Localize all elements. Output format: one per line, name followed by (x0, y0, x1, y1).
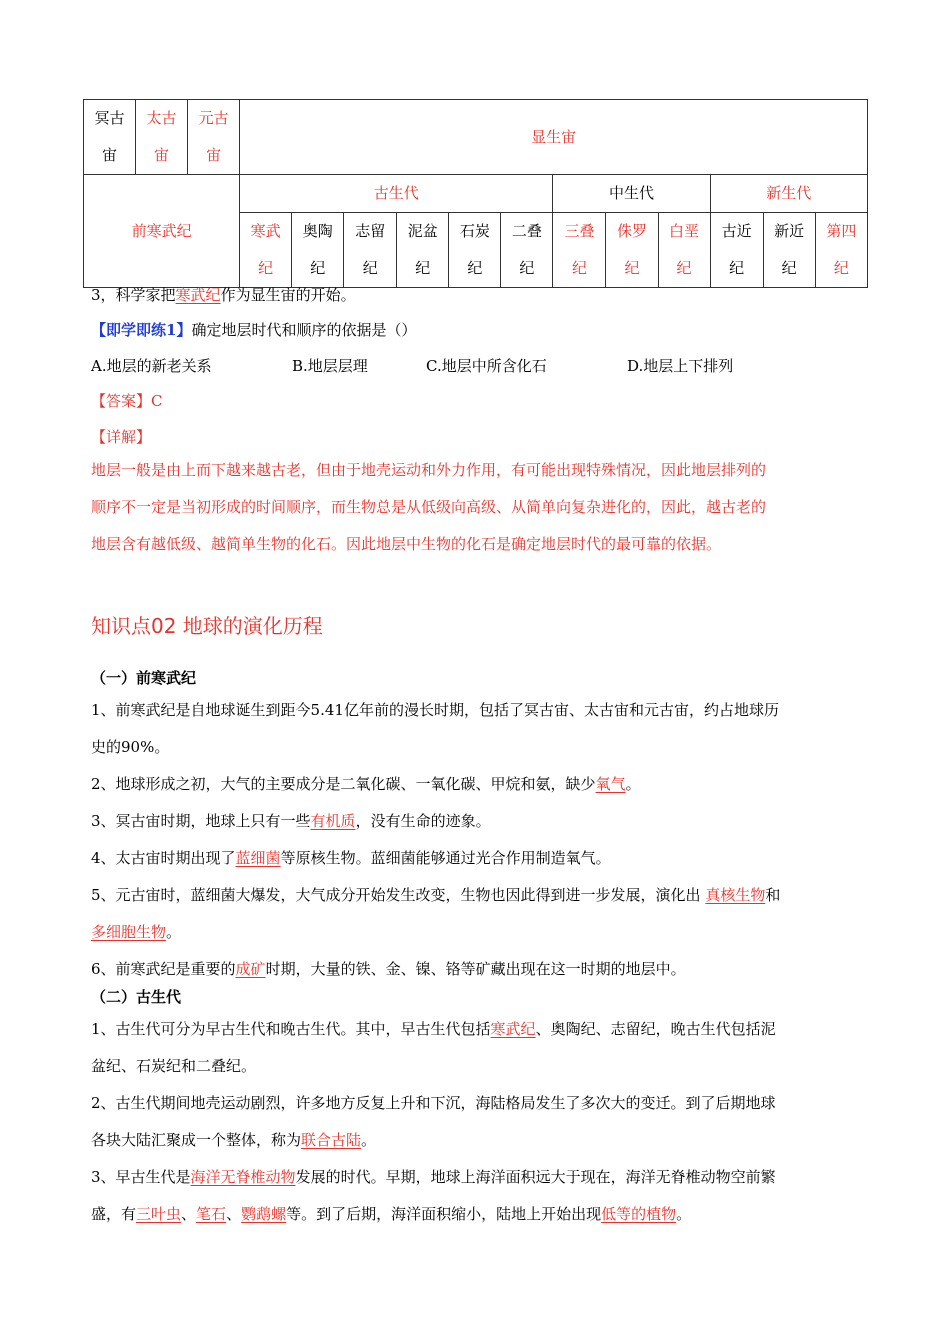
period-name-top: 石炭 (459, 222, 490, 240)
period-name-top: 白垩 (669, 222, 700, 240)
period-name-top: 二叠 (511, 222, 542, 240)
period-cell (292, 213, 344, 288)
period-name-top: 志留 (355, 222, 386, 240)
section-title: 知识点02 地球的演化历程 (91, 614, 323, 638)
period-cell (606, 213, 658, 288)
period-cell (815, 213, 867, 288)
geologic-time-table (83, 99, 868, 288)
period-cell (763, 213, 815, 288)
period-name-bottom: 纪 (467, 259, 483, 277)
period-name-bottom: 纪 (624, 259, 640, 277)
period-name-top: 新近 (774, 222, 805, 240)
period-name-bottom: 纪 (571, 259, 587, 277)
era-mesozoic-cell: 中生代 (553, 175, 710, 213)
period-name-top: 侏罗 (616, 222, 647, 240)
period-cell (710, 213, 763, 288)
eon-archean-cell: 太古宙 (136, 100, 188, 175)
explain-text: 地层一般是由上而下越来越古老，但由于地壳运动和外力作用，有可能出现特殊情况，因此地层排列的 顺序不一定是当初形成的时间顺序，而生物总是从低级向高级、从简单向复杂进化的，因此，越古老的 地层含有越低级、越简单生物的化石。因此地层中生物的化石是确定地层时代的最可靠的依据。 (91, 461, 767, 553)
period-cell (344, 213, 397, 288)
period-cell (658, 213, 710, 288)
period-name-top: 泥盆 (407, 222, 438, 240)
period-name-bottom: 纪 (415, 259, 431, 277)
period-cell (240, 213, 292, 288)
precambrian-cell: 前寒武纪 (84, 175, 240, 288)
period-name-top: 奥陶 (302, 222, 333, 240)
era-paleozoic-cell: 古生代 (240, 175, 553, 213)
period-name-top: 三叠 (564, 222, 595, 240)
period-name-top: 第四 (826, 222, 857, 240)
period-cell (553, 213, 606, 288)
option-a: A.地层的新老关系 (91, 357, 212, 375)
explain-tag: 【详解】 (91, 428, 152, 446)
period-cell (501, 213, 553, 288)
period-name-bottom: 纪 (729, 259, 745, 277)
subsection-paleozoic: （二）古生代 (91, 988, 182, 1006)
exercise-tag: 【即学即练1】 (91, 321, 192, 339)
period-name-bottom: 纪 (676, 259, 692, 277)
paleozoic-points: 1、古生代可分为早古生代和晚古生代。其中，早古生代包括寒武纪、奥陶纪、志留纪，晚古生代包括泥 盆纪、石炭纪和二叠纪。 2、古生代期间地壳运动剧烈，许多地方反复上升和下沉，海陆格局发生了多次大的变迁。到了后期地球 各块大陆汇聚成一个整体，称为联合古陆。 3、早古生代是海洋无脊椎动物发展的时代。早期，地球上海洋面积远大于现在，海洋无脊椎动物空前繁 盛，有三叶虫、笔石、鹦鹉螺等。到了后期，海洋面积缩小，陆地上开始出现低等的植物。 (91, 1020, 776, 1223)
period-cell (449, 213, 501, 288)
era-cenozoic-cell: 新生代 (710, 175, 867, 213)
option-c: C.地层中所含化石 (426, 357, 547, 375)
eon-phanerozoic-cell: 显生宙 (240, 100, 868, 175)
period-cell (397, 213, 449, 288)
note-cambrian-start: 3，科学家把寒武纪作为显生宙的开始。 (91, 286, 356, 304)
subsection-precambrian: （一）前寒武纪 (91, 669, 197, 687)
precambrian-points: 1、前寒武纪是自地球诞生到距今5.41亿年前的漫长时期，包括了冥古宙、太古宙和元古宙，约占地球历 史的90%。 2、地球形成之初，大气的主要成分是二氧化碳、一氧化碳、甲烷和氨，缺少氧气。 3、冥古宙时期，地球上只有一些有机质，没有生命的迹象。 4、太古宙时期出现了蓝细菌等原核生物。蓝细菌能够通过光合作用制造氧气。 5、元古宙时，蓝细菌大爆发，大气成分开始发生改变，生物也因此得到进一步发展，演化出 真核生物和 多细胞生物。 6、前寒武纪是重要的成矿时期，大量的铁、金、镍、铬等矿藏出现在这一时期的地层中。 (91, 701, 781, 978)
eon-hadean-cell: 冥古宙 (84, 100, 136, 175)
option-b: B.地层层理 (292, 357, 368, 375)
eon-proterozoic-cell: 元古宙 (188, 100, 240, 175)
period-name-bottom: 纪 (258, 259, 274, 277)
period-name-top: 寒武 (250, 222, 281, 240)
period-name-top: 古近 (721, 222, 752, 240)
period-name-bottom: 纪 (362, 259, 378, 277)
period-name-bottom: 纪 (310, 259, 326, 277)
exercise-question: 【即学即练1】确定地层时代和顺序的依据是（） (91, 321, 417, 339)
period-name-bottom: 纪 (519, 259, 535, 277)
option-d: D.地层上下排列 (627, 357, 734, 375)
period-name-bottom: 纪 (833, 259, 849, 277)
answer-line: 【答案】C (91, 392, 163, 410)
period-name-bottom: 纪 (781, 259, 797, 277)
